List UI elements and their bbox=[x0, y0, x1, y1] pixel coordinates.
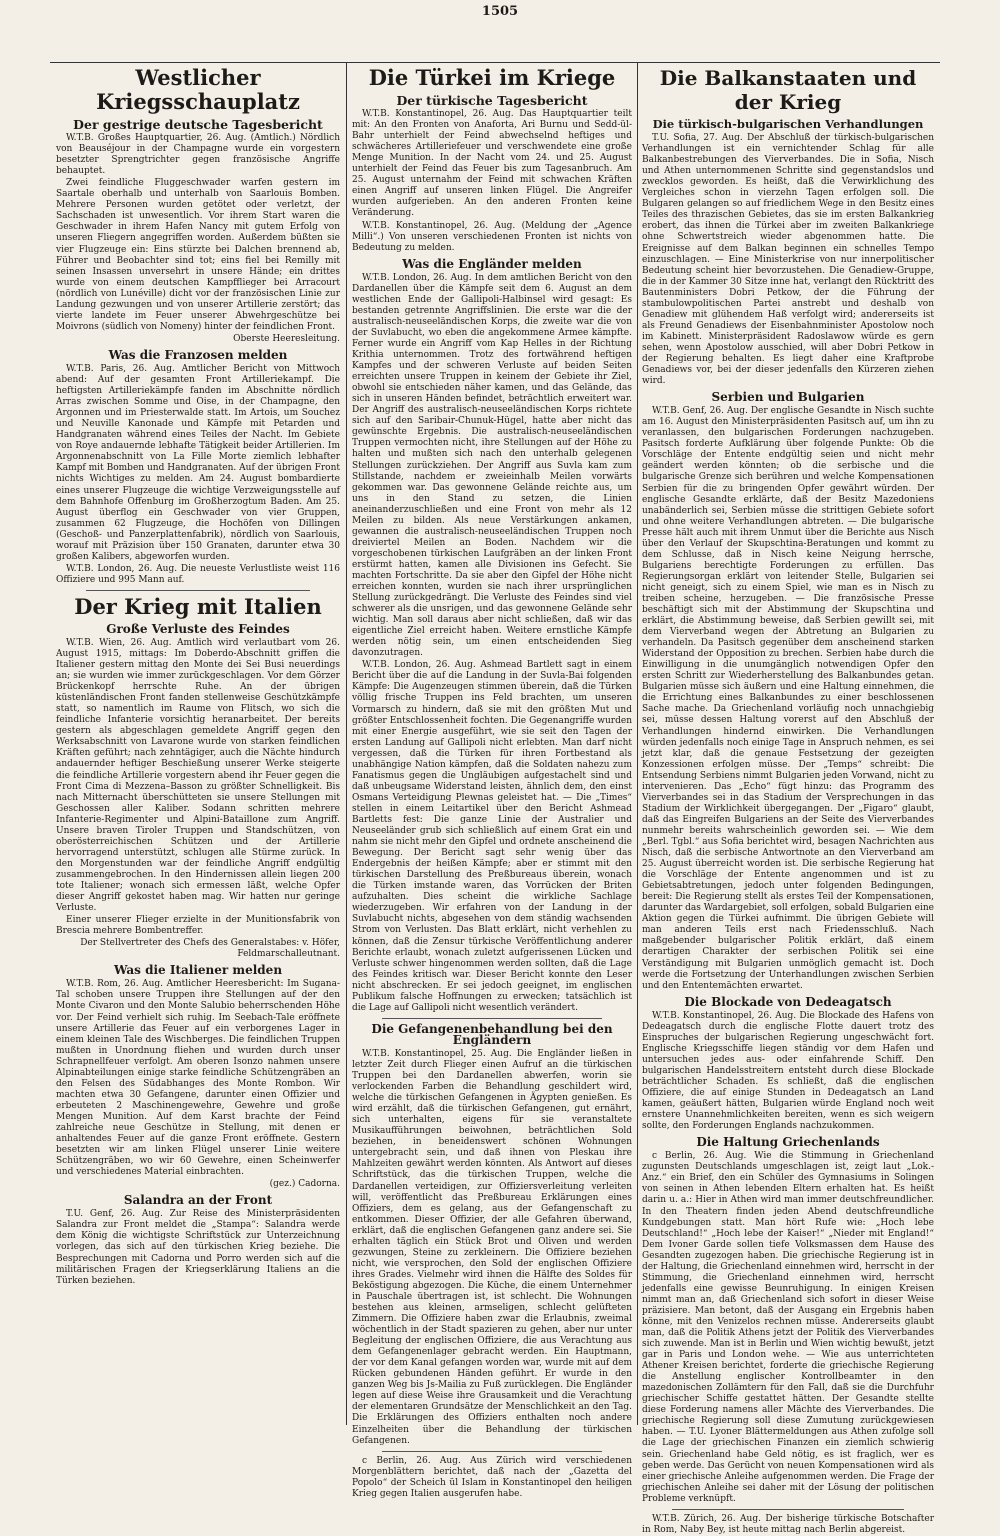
separator bbox=[672, 1509, 904, 1510]
article-paragraph: W.T.B. Rom, 26. Aug. Amtlicher Heeresbericht: Im Sugana-Tal schoben unsere Truppen ihre Stellungen auf der den Monte Civaron und den Monte Salubio beherrschenden Höhe vor. Der Feind verhielt sich ruhig. Im Seebach-Tale eröffnete unsere Artillerie das Feuer auf ein verborgenes Lager in einem kleinen Tale des Wischberges. Die feindlichen Truppen mußten in Unordnung fliehen und wurden durch unser Schrapnellfeuer verfolgt. Am oberen Isonzo nahmen unsere Alpinabteilungen einige starke feindliche Schützengräben an den Felsen des Südabhanges des Monte Rombon. Wir machten etwa 30 Gefangene, darunter einen Offizier und erbeuteten 2 Maschinengewehre, Gewehre und große Mengen Munition. Auf dem Karst brachte der Feind zahlreiche neue Geschütze in Stellung, mit denen er anhaltendes Feuer auf die ganze Front eröffnete. Gestern besetzten wir am linken Flügel unserer Linie weitere Schützengräben, wo wir 60 Gewehre, einen Scheinwerfer und verschiedenes Material einbrachten. bbox=[56, 979, 340, 1178]
article-paragraph: W.T.B. London, 26. Aug. In dem amtlichen Bericht von den Dardanellen über die Kämpfe seit dem 6. August an dem westlichen Ende der Gallipoli-Halbinsel wird gesagt: Es bestanden getrennte Angriffslinien. Die erste war die der australisch-neuseeländischen Korps, die zweite war die von der Suvlabucht, wo eben die angekommene Armee kämpfte. Ferner wurde ein Angriff vom Kap Helles in der Richtung Krithia unternommen. Trotz des fortwährend heftigen Kampfes und der schweren Verluste auf beiden Seiten erreichten unsere Truppen in keinem der Gebiete ihr Ziel, obwohl sie entschieden näher kamen, und das Gelände, das sich in unseren Händen befindet, beträchtlich erweitert war. Der Angriff des australisch-neuseeländischen Korps richtete sich auf den Saribair-Chunuk-Hügel, hatte aber nicht das gewünschte Ergebnis. Die australisch-neuseeländischen Truppen vermochten nicht, ihre Stellungen auf der Höhe zu halten und mußten sich nach den unterhalb gelegenen Stellungen zurückziehen. Der Angriff aus Suvla kam zum Stillstande, nachdem er zweieinhalb Meilen vorwärts gekommen war. Das gewonnene Gelände reichte aus, um uns in den Stand zu setzen, die Linien aneinanderzuschließen und eine Front von mehr als 12 Meilen zu bilden. Als neue Verstärkungen ankamen, gewannen die australisch-neuseeländischen Truppen noch dreiviertel Meilen an Boden. Nachdem wir die vorgeschobenen türkischen Laufgräben an der linken Front erstürmt hatten, kamen alle Divisionen ins Gefecht. Sie machten Fortschritte. Da sie aber den Gipfel der Höhe nicht erreichen konnten, wurden sie nach ihrer ursprünglichen Stellung zurückgedrängt. Die Verluste des Feindes sind viel schwerer als die unsrigen, und das gewonnene Gelände sehr wichtig. Man soll daraus aber nicht schließen, daß wir das eigentliche Ziel erreicht haben. Weitere ernstliche Kämpfe werden nötig sein, um einen entscheidenden Sieg davonzutragen. bbox=[352, 272, 632, 659]
column-rule-1 bbox=[346, 62, 347, 1425]
article-paragraph: W.T.B. Genf, 26. Aug. Der englische Gesandte in Nisch suchte am 16. August den Ministerpräsidenten Pasitsch auf, um ihn zu veranlassen, den bulgarischen Forderungen nachzugeben. Pasitsch forderte Aufklärung über folgende Punkte: Ob die Vorschläge der Entente endgültig seien und nicht mehr geändert werden könnten; ob die serbische und die bulgarische Grenze sich berühren und welche Kompensationen Serbien für die zu bringenden Opfer gewährt würden. Der englische Gesandte erklärte, daß der Besitz Mazedoniens unabänderlich sei, Serbien müsse die strittigen Gebiete sofort und ohne weitere Verhandlungen abtreten. — Die bulgarische Presse hält auch mit ihrem Unmut über die Berichte aus Nisch über den Verlauf der Skupschtina-Beratungen und kommt zu dem Schlusse, daß in Nisch keine Neigung herrsche, Bulgariens berechtigte Forderungen zu erfüllen. Das Regierungsorgan erklärt von leitender Stelle, Bulgarien sei nicht geneigt, sich zu einem Spiel, wie man es in Nisch zu treiben scheine, herzugeben. — Die französische Presse beschäftigt sich mit der Abstimmung der Skupschtina und erklärt, die Abstimmung beweise, daß Serbien gewillt sei, mit dem Vierverband wegen der Abtretung an Bulgarien zu verhandeln. Da Pasitsch gegenüber dem anscheinend starken Widerstand der Opposition zu brechen. Serbien habe durch die Einwilligung in die unumgänglich notwendigen Opfer den ersten Schritt zur Wiederherstellung des Balkanbundes getan. Bulgarien müsse sich äußern und eine Haltung einnehmen, die die Errichtung eines Balkanbundes zu einer beschlossenen Sache mache. Da Griechenland vorläufig noch unnachgiebig sei, müsse dessen Haltung vorerst auf den Abschluß der Verhandlungen hindernd einwirken. Die Verhandlungen würden jedenfalls noch einige Tage in Anspruch nehmen, es sei jetzt klar, daß die genaue Festsetzung der gezeigten Konzessionen erfolgen müsse. Der „Temps“ schreibt: Die Entsendung Serbiens nimmt Bulgarien jeden Vorwand, nicht zu intervenieren. Das „Echo“ fügt hinzu: das Programm des Vierverbandes sei in das Stadium der Versprechungen in das Stadium der Wirklichkeit übergegangen. Der „Figaro“ glaubt, daß das Eingreifen Bulgariens an der Seite des Vierverbandes nunmehr bereits wahrscheinlich geworden sei. — Wie dem „Berl. Tgbl.“ aus Sofia berichtet wird, besagen Nachrichten aus Nisch, daß die serbische Antwortnote an den Vierverband am 25. August überreicht worden ist. Die serbische Regierung hat die Vorschläge der Entente angenommen und ist zu Gebietsabtretungen, jedoch unter folgenden Bedingungen, bereit: Die Regierung stellt als erstes Teil der Kompensationen, darunter das Wardargebiet, soll erfolgen, sobald Bulgarien eine Aktion gegen die Türkei aufnimmt. Die übrigen Gebiete will man anderen Teils erst nach Friedensschluß. Nach maßgebender bulgarischer Politik erklärt, daß einem derartigen Charakter der serbischen Politik sei eine Verständigung mit Bulgarien unmöglich gemacht ist. Doch werde die Fortsetzung der Unterhandlungen zwischen Serbien und den Ententemächten erwartet. bbox=[642, 406, 934, 991]
article-paragraph: Zwei feindliche Fluggeschwader warfen gestern im Saartale oberhalb und unterhalb von Saarlouis Bomben. Mehrere Personen wurden getötet oder verletzt, der Sachschaden ist unwesentlich. Vor ihrem Start waren die Geschwader in ihrem Hafen Nancy mit gutem Erfolg von unseren Fliegern angegriffen worden. Außerdem büßten sie vier Flugzeuge ein: Eins stürzte bei Dalchen brennend ab, Führer und Beobachter sind tot; eins fiel bei Remilly mit seinen Insassen unversehrt in unsere Hände; ein drittes wurde von einem deutschen Kampfflieger bei Arracourt (nördlich von Lunéville) dicht vor der französischen Linie zur Landung gezwungen und von unserer Artillerie zerstört; das vierte landete im Feuer unserer Abwehrgeschütze bei Moivrons (südlich von Nomeny) hinter der feindlichen Front. bbox=[56, 178, 340, 332]
section-heading-salandra: Salandra an der Front bbox=[123, 1193, 273, 1208]
section-heading-serbia-bulgaria: Serbien und Bulgarien bbox=[711, 390, 865, 405]
subhead-heavy-losses: Große Verluste des Feindes bbox=[106, 621, 290, 636]
article-signature: Der Stellvertreter des Chefs des Generalstabes: v. Höfer, Feldmarschalleutnant. bbox=[80, 938, 340, 960]
section-heading-italians: Was die Italiener melden bbox=[113, 963, 283, 978]
article-paragraph: Einer unserer Flieger erzielte in der Munitionsfabrik von Brescia mehrere Bombentreffer. bbox=[56, 915, 340, 937]
article-signature: (gez.) Cadorna. bbox=[269, 1179, 340, 1190]
article-paragraph: W.T.B. London, 26. Aug. Die neueste Verlustliste weist 116 Offiziere und 995 Mann auf. bbox=[56, 563, 340, 585]
separator bbox=[86, 590, 310, 591]
article-paragraph: T.U. Sofia, 27. Aug. Der Abschluß der türkisch-bulgarischen Verhandlungen ist ein vernichtender Schlag für alle Balkanbestrebungen des Vierverbandes. Die in Sofia, Nisch und Athen unternommenen Schritte sind gegenstandslos und zwecklos geworden. Es heißt, daß die Verwirklichung des Vergleiches schon in vierzehn Tagen erfolgen soll. Die Bulgaren gelangen so auf friedlichem Wege in den Besitz eines Teiles des thrazischen Gebietes, das sie im ersten Balkankrieg erobert, das ihnen die Türkei aber im zweiten Balkankriege ohne Schwertstreich wieder abgenommen hatte. Die Ereignisse auf dem Balkan beginnen ein schnelles Tempo einzuschlagen. — Eine Ministerkrise von nur innerpolitischer Bedeutung scheint hier bevorzustehen. Die Genadiew-Gruppe, die in der Kammer 30 Sitze inne hat, verlangt den Rücktritt des Bautenministers Dobri Petkow, der die Führung der stambulowpolitischen Partei anstrebt und deshalb von Genadiew mit glühendem Haß verfolgt wird; andererseits ist als Freund Genadiews der Eisenbahnminister Apostolow noch im Kabinett. Ministerpräsident Radoslawow würde es gern sehen, wenn Apostolow ausschied, will aber Dobri Petkow in der Regierung behalten. Es liegt daher eine Kraftprobe Genadiews vor, bei der dieser jedenfalls den Kürzeren ziehen wird. bbox=[642, 133, 934, 387]
column-western-front bbox=[56, 66, 340, 1425]
subhead-german-report: Der gestrige deutsche Tagesbericht bbox=[73, 117, 323, 132]
article-paragraph: W.T.B. Konstantinopel, 26. Aug. (Meldung der „Agence Milli“.) Von unseren verschiedenen Fronten ist nichts von Bedeutung zu melden. bbox=[352, 220, 632, 253]
column-rule-2 bbox=[637, 62, 638, 1425]
header-rule bbox=[50, 62, 940, 63]
section-heading-english: Was die Engländer melden bbox=[402, 256, 582, 271]
column-balkans bbox=[642, 66, 934, 1535]
article-signature: Oberste Heeresleitung. bbox=[233, 333, 340, 344]
section-heading-greece: Die Haltung Griechenlands bbox=[696, 1135, 880, 1150]
section-heading-french: Was die Franzosen melden bbox=[108, 347, 288, 362]
article-paragraph: T.U. Genf, 26. Aug. Zur Reise des Ministerpräsidenten Salandra zur Front meldet die „Stampa“: Salandra werde dem König die wichtigste Schriftstück zur Unterzeichnung vorlegen, das sich auf den türkischen Krieg beziehe. Die Besprechungen mit Cadorna und Porro werden sich auf die militärischen Fragen der Kriegserklärung Italiens an die Türken beziehen. bbox=[56, 1209, 340, 1286]
article-paragraph: W.T.B. Großes Hauptquartier, 26. Aug. (Amtlich.) Nördlich von Beauséjour in der Champagne wurde ein vorgestern besetzter Sprengtrichter gegen französische Angriffe behauptet. bbox=[56, 133, 340, 177]
article-paragraph: W.T.B. Konstantinopel, 26. Aug. Das Hauptquartier teilt mit: An den Fronten von Anaforta, Ari Burnu und Sedd-ül-Bahr unterhielt der Feind abwechselnd heftiges und schwächeres Artilleriefeuer und verschwendete eine große Menge Munition. In der Nacht vom 24. und 25. August unterhielt der Feind das Feuer bis zum Tagesanbruch. Am 25. August unternahm der Feind mit schwachen Kräften einen Angriff auf unseren linken Flügel. Die Angreifer wurden aufgerieben. An den anderen Fronten keine Veränderung. bbox=[352, 109, 632, 219]
article-paragraph: W.T.B. Wien, 26. Aug. Amtlich wird verlautbart vom 26. August 1915, mittags: Im Doberdo-Abschnitt griffen die Italiener gestern mittag den Monte dei Sei Busi neuerdings an; sie wurden wie immer zurückgeschlagen. Vor dem Görzer Brückenkopf herrschte Ruhe. An der übrigen küstenländischen Front fanden stellenweise Geschützkämpfe statt, so namentlich im Raume von Flitsch, wo sich die feindliche Infanterie vorsichtig heranarbeitet. Der bereits gestern als abgeschlagen gemeldete Angriff gegen den Werksabschnitt von Lavarone wurde von starken feindlichen Kräften geführt; nach zehntägiger, auch die Nächte hindurch andauernder heftiger Beschießung unserer Werke steigerte die feindliche Artillerie vorgestern abend ihr Feuer gegen die Front Cima di Mezzena–Basson zu größter Schnelligkeit. Bis nach Mitternacht überschütteten sie unsere Stellungen mit Geschossen aller Kaliber. Sodann schritten mehrere Infanterie-Regimenter und Alpini-Bataillone zum Angriff. Unsere braven Tiroler Truppen und Standschützen, von oberösterreichischen Schützen und der Artillerie hervorragend unterstützt, schlugen alle Stürme zurück. In den Morgenstunden war der feindliche Angriff endgültig zusammengebrochen. In den Hindernissen allein liegen 200 tote Italiener; wonach sich ermessen läßt, welche Opfer dieser Angriff gekostet haben mag. Wir hatten nur geringe Verluste. bbox=[56, 637, 340, 914]
subhead-turkish-bulgarian: Die türkisch-bulgarischen Verhandlungen bbox=[652, 117, 924, 131]
separator bbox=[382, 1018, 602, 1019]
article-paragraph: W.T.B. Paris, 26. Aug. Amtlicher Bericht von Mittwoch abend: Auf der gesamten Front Artilleriekampf. Die heftigsten Artilleriekämpfe fanden im Abschnitte nördlich Arras zwischen Somme und Oise, in der Champagne, den Argonnen und im Priesterwalde statt. Im Artois, um Souchez und Neuville Kanonade und Kämpfe mit Petarden und Handgranaten während eines Teiles der Nacht. Im Gebiete von Roye andauernde lebhafte Tätigkeit beider Artillerien. Im Argonnenabschnitt von La Fille Morte ziemlich lebhafter Kampf mit Bomben und Handgranaten. Auf der übrigen Front nichts Wichtiges zu melden. Am 24. August bombardierte eines unserer Flugzeuge die wichtige Verzweigungsstelle auf dem Bahnhofe Offenburg im Großherzogtum Baden. Am 25. August überflog ein Geschwader von vier Gruppen, zusammen 62 Flugzeuge, die Hochöfen von Dillingen (Geschoß- und Panzerplattenfabrik), nördlich von Saarlouis, worauf mit Präzision über 150 Granaten, darunter etwa 30 großen Kalibers, abgeworfen wurden. bbox=[56, 363, 340, 562]
article-paragraph: W.T.B. Konstantinopel, 26. Aug. Die Blockade des Hafens von Dedeagatsch durch die englische Flotte dauert trotz des Einspruches der bulgarischen Regierung ungeschwächt fort. Englische Kriegsschiffe liegen ständig vor dem Hafen und untersuchen jedes aus- oder einfahrende Schiff. Den bulgarischen Handelsstreitern entsteht durch diese Blockade beträchtlicher Schaden. Es schließt, daß die englischen Offiziere, die auf einige Stunden in Dedeagatsch an Land kamen, geäußert hätten, Bulgarien würde England noch weit ernstere Unannehmlichkeiten bereiten, wenn es sich weigern sollte, den Forderungen Englands nachzukommen. bbox=[642, 1010, 934, 1132]
article-paragraph: W.T.B. Konstantinopel, 25. Aug. Die Engländer ließen in letzter Zeit durch Flieger einen Aufruf an die türkischen Truppen bei den Dardanellen abwerfen, worin sie verlockenden Farben die Behandlung geschildert wird, welche die türkischen Gefangenen in Ägypten genießen. Es wird erzählt, daß die türkischen Gefangenen, gut ernährt, sich unterhalten, eigens für sie veranstaltete Musikaufführungen beiwohnen, beträchtlichen Sold beziehen, in beneidenswert schönen Wohnungen untergebracht sein, und daß ihnen von Pleskau ihre Mahlzeiten gewährt werden könnten. Als Antwort auf dieses Schriftstück, das die türkischen Truppen, welche die Dardanellen verteidigen, zur Offiziersverleitung verleiten will, veröffentlicht das Preßbureau Erklärungen eines Offiziers, dem es gelang, aus der Gefangenschaft zu entkommen. Dieser Offizier, der alle Gefahren überwand, erklärt, daß die englischen Gefangenen ganz andere sei. Sie erhalten täglich ein Stück Brot und Oliven und werden gezwungen, Steine zu zerkleinern. Die Offiziere beziehen nicht, wie versprochen, den Sold der englischen Offiziere ihres Grades. Vielmehr wird ihnen die Hälfte des Soldes für Beköstigung abgezogen. Die Küche, die einem Unternehmer in Pauschale übertragen ist, ist schlecht. Die Wohnungen bestehen aus kleinen, armseligen, schlecht gelüfteten Zimmern. Die Offiziere haben zwar die Erlaubnis, zweimal wöchentlich in der Stadt spazieren zu gehen, aber nur unter Begleitung der englischen Offiziere, die aus Verachtung aus dem Gefangenenlager gebracht werden. Ein Hauptmann, der vor dem Kanal gefangen worden war, wurde mit auf dem Rücken gebundenen Händen geführt. Er wurde in den ganzen Weg bis Js-Mailia zu Fuß zurücklegen. Die Engländer legen auf diese Weise ihre Grausamkeit und die Verachtung der elementaren Grundsätze der Menschlichkeit an den Tag. Die Erklärungen des Offiziers enthalten noch andere Einzelheiten über die Behandlung der türkischen Gefangenen. bbox=[352, 1048, 632, 1446]
headline-italy-war: Der Krieg mit Italien bbox=[74, 593, 322, 619]
column-turkey bbox=[352, 65, 632, 1499]
article-paragraph: W.T.B. London, 26. Aug. Ashmead Bartlett sagt in einem Bericht über die auf die Landung in der Suvla-Bai folgenden Kämpfe: Die Augenzeugen stimmen überein, daß die Türken völlig frische Truppen ins Feld brachten, um unseren Vormarsch zu hindern, daß sie mit den größten Mut und größter Entschlossenheit fochten. Die Gegenangriffe wurden mit einer Energie ausgeführt, wie sie seit den Tagen der ersten Landung auf Gallipoli nicht erlebten. Man darf nicht vergessen, daß die Türken für ihren Fortbestand als unabhängige Nation kämpfen, daß die Soldaten nahezu zum Fanatismus gegen die Ungläubigen aufgestachelt sind und daß unbeugsame Widerstand leisten, ähnlich dem, den einst Osmans Verteidigung Plewnas geleistet hat. — Die „Times“ stellen in einem Leitartikel über den Bericht Ashmead Bartletts fest: Die ganze Linie der Australier und Neuseeländer grub sich schließlich auf einem Grat ein und nahm sie nicht mehr den Gipfel und ordnete anscheinend die Bewegung. Der Bericht sagt sehr wenig über das Endergebnis der heißen Kämpfe; aber er stimmt mit den türkischen Darstellung des Preßbureaus überein, wonach die Türken imstande waren, das Vorrücken der Briten aufzuhalten. Dies scheint die wirkliche Sachlage wiederzugeben. Wir erfahren von der Landung in der Suvlabucht nichts, abgesehen von dem ständig wachsenden Strom von Verlusten. Das Blatt erklärt, nicht verhehlen zu können, daß die Zensur türkische Veröffentlichung anderer Berichte erlaubt, wonach zuletzt aufgerissenen Lücken und Verluste schwer hingenommen werden sollten, daß die Lage des Feindes kritisch war. Dieser Bericht konnte den Leser nicht abschrecken. Er sei jedoch geeignet, im englischen Publikum falsche Hoffnungen zu erwecken; tatsächlich ist die Lage auf Gallipoli nicht wesentlich verändert. bbox=[352, 660, 632, 1013]
headline-turkey: Die Türkei im Kriege bbox=[368, 65, 616, 90]
subhead-turkish-report: Der türkische Tagesbericht bbox=[396, 93, 588, 108]
article-paragraph: c Berlin, 26. Aug. Aus Zürich wird verschiedenen Morgenblättern berichtet, daß nach der „Gazetta del Popolo“ der Scheich ül Islam in Konstantinopel den heiligen Krieg gegen Italien ausgerufen habe. bbox=[352, 1455, 632, 1499]
article-paragraph: W.T.B. Zürich, 26. Aug. Der bisherige türkische Botschafter in Rom, Naby Bey, ist heute mittag nach Berlin abgereist. bbox=[642, 1513, 934, 1535]
article-paragraph: c Berlin, 26. Aug. Wie die Stimmung in Griechenland zugunsten Deutschlands umgeschlagen ist, zeigt laut „Lok.-Anz.“ ein Brief, den ein Schüler des Gymnasiums in Solingen von seinen in Athen lebenden Eltern erhalten hat. Es heißt darin u. a.: Hier in Athen wird man immer deutschfreundlicher. In den Theatern finden jeden Abend deutschfreundliche Kundgebungen statt. Man hört Rufe wie: „Hoch lebe Deutschland!“ „Hoch lebe der Kaiser!“ „Nieder mit England!“ Dem Ivoner Garde sollen tiefe Volksmassen dem Hause des Gesandten zugezogen haben. Die griechische Regierung ist in der Haltung, die Griechenland einnehmen wird, herrscht in der Stimmung, die Griechenland einnehmen wird, herrscht jedenfalls eine gewisse Beunruhigung. In einigen Kreisen nimmt man an, daß Griechenland sich sofort in dieser Weise präzisiere. Man betont, daß der Ausgang ein Ergebnis haben könne, mit den Venizelos rechnen müsse. Andererseits glaubt man, daß die Politik Athens jetzt der Politik des Vierverbandes sich zuwende. Man ist in Berlin und Wien wichtig bewußt, jetzt gar in Paris und London wehe. — Wie aus unterrichteten Athener Kreisen berichtet, forderte die griechische Regierung die Anstellung englischer Kontrollbeamter in den mazedonischen Zollämtern für den Fall, daß sie die Durchfuhr griechischer Schiffe gestattet hätten. Der Gesandte stellte diese Forderung namens aller Mächte des Vierverbandes. Die griechische Regierung soll diese Zumutung zurückgewiesen haben. — T.U. Lyoner Blättermeldungen aus Athen zufolge soll die Lage der griechischen Finanzen ein ziemlich schwierig sein. Griechenland habe Geld nötig, es ist fraglich, wer es geben werde. Das Gerücht von neuen Kompensationen wird als einer griechische Anleihe aufgenommen werden. Die Frage der griechischen Anleihe sei daher mit der Lösung der politischen Probleme verknüpft. bbox=[642, 1151, 934, 1504]
page-number: 1505 bbox=[481, 4, 519, 19]
headline-balkans: Die Balkanstaaten und der Krieg bbox=[659, 66, 917, 114]
section-heading-prisoners: Die Gefangenenbehandlung bei den Engländern bbox=[371, 1021, 613, 1047]
section-heading-blockade: Die Blockade von Dedeagatsch bbox=[684, 994, 892, 1009]
separator bbox=[382, 1451, 602, 1452]
headline-western-front: Westlicher Kriegsschauplatz bbox=[96, 65, 300, 114]
